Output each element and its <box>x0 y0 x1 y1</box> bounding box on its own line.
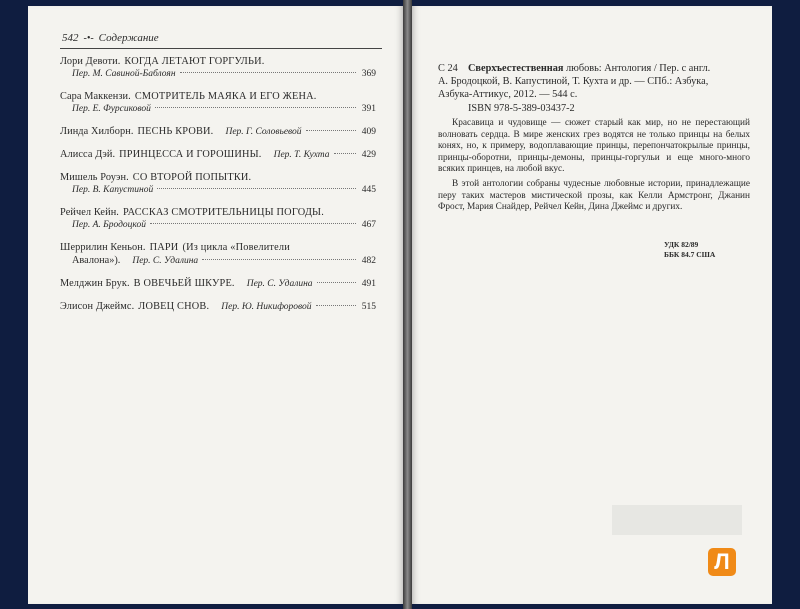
entry-subtitle: (Из цикла «Повелители <box>182 242 290 253</box>
entry-title: В ОВЕЧЬЕЙ ШКУРЕ. <box>133 278 235 289</box>
entry-title: ПРИНЦЕССА И ГОРОШИНЫ. <box>119 149 262 160</box>
bib-line: любовь: Антология / Пер. с англ. <box>566 63 711 74</box>
entry-page: 491 <box>361 279 376 289</box>
site-watermark-icon: Л <box>708 548 736 576</box>
entry-translator: Пер. Т. Кухта <box>273 150 330 160</box>
book-gutter <box>403 0 412 609</box>
entry-translator: Пер. Е. Фурсиковой <box>72 104 151 114</box>
entry-title: СО ВТОРОЙ ПОПЫТКИ. <box>132 172 252 183</box>
toc-entry <box>60 125 376 139</box>
entry-title: ПАРИ <box>149 242 179 253</box>
toc-entry <box>60 55 376 81</box>
classification-codes <box>664 240 715 260</box>
entry-author: Мишель Роуэн. <box>60 172 129 183</box>
entry-page: 515 <box>361 302 376 312</box>
entry-author: Мелджин Брук. <box>60 278 130 289</box>
entry-translator: Пер. В. Капустиной <box>72 185 154 195</box>
entry-translator: Пер. Ю. Никифоровой <box>221 302 312 312</box>
page-number: 542 <box>62 32 79 44</box>
entry-title: ПЕСНЬ КРОВИ. <box>137 126 214 137</box>
entry-author: Алисса Дэй. <box>60 149 116 160</box>
toc-entry <box>60 90 376 116</box>
entry-translator: Пер. С. Удалина <box>246 279 313 289</box>
library-code: С 24 <box>438 63 458 74</box>
entry-page: 369 <box>361 69 376 79</box>
book-title: Сверхъестественная <box>468 63 564 74</box>
entry-author: Лори Девоти. <box>60 56 121 67</box>
toc-entry <box>60 300 376 314</box>
entry-translator: Пер. Г. Соловьевой <box>225 127 302 137</box>
entry-author: Линда Хилборн. <box>60 126 134 137</box>
entry-translator: Пер. С. Удалина <box>132 256 199 266</box>
entry-translator: Пер. А. Бродоцкой <box>72 220 146 230</box>
bib-line: А. Бродоцкой, В. Капустиной, Т. Кухта и др. — СПб.: Азбука, <box>438 76 709 87</box>
toc-entry <box>60 206 376 232</box>
entry-page: 445 <box>361 185 376 195</box>
ornament-icon: -•- <box>83 32 94 44</box>
udk-code: УДК 82/89 <box>664 240 699 249</box>
toc-entry <box>60 241 376 268</box>
isbn: ISBN 978-5-389-03437-2 <box>468 103 575 114</box>
entry-author: Рейчел Кейн. <box>60 207 119 218</box>
annotation-paragraph: Красавица и чудовище — сюжет старый как мир, но не перестающий волновать сердца. В мире женских грез водятся не только принцы на белых конях, но, к примеру, водоплавающие принцы, перепончатокрылые принцы, принцы-оборотни, принцы-демоны, принцы-горгульи и еще много-много всяких принцев, на любой вкус. <box>438 118 750 175</box>
entry-title: ЛОВЕЦ СНОВ. <box>138 301 210 312</box>
entry-page: 391 <box>361 104 376 114</box>
toc-entry <box>60 148 376 162</box>
running-title: Содержание <box>98 32 159 44</box>
bibliographic-record <box>438 62 750 214</box>
bib-line: Азбука-Аттикус, 2012. — 544 с. <box>438 89 578 100</box>
header-rule <box>60 48 382 49</box>
annotation-paragraph: В этой антологии собраны чудесные любовные истории, принадлежащие перу таких мастеров мистической прозы, как Келли Армстронг, Джанин Фрост, Мария Снайдер, Рейчел Кейн, Дина Джеймс и других. <box>438 178 750 213</box>
show-through-mark <box>612 505 742 535</box>
entry-page: 429 <box>361 150 376 160</box>
entry-author: Сара Маккензи. <box>60 91 131 102</box>
toc-entry <box>60 277 376 291</box>
toc-entry <box>60 171 376 197</box>
entry-subtitle: Авалона»). <box>72 255 121 266</box>
entry-title: РАССКАЗ СМОТРИТЕЛЬНИЦЫ ПОГОДЫ. <box>122 207 325 218</box>
entry-author: Элисон Джеймс. <box>60 301 135 312</box>
bib-description <box>468 62 750 75</box>
bbk-code: ББК 84.7 США <box>664 250 716 259</box>
entry-title: СМОТРИТЕЛЬ МАЯКА И ЕГО ЖЕНА. <box>134 91 317 102</box>
entry-page: 482 <box>361 256 376 266</box>
table-of-contents <box>60 55 376 323</box>
entry-title: КОГДА ЛЕТАЮТ ГОРГУЛЬИ. <box>124 56 265 67</box>
entry-page: 409 <box>361 127 376 137</box>
entry-page: 467 <box>361 220 376 230</box>
entry-author: Шеррилин Кеньон. <box>60 242 146 253</box>
running-head <box>62 32 159 44</box>
entry-translator: Пер. М. Савиной-Баблоян <box>72 69 176 79</box>
